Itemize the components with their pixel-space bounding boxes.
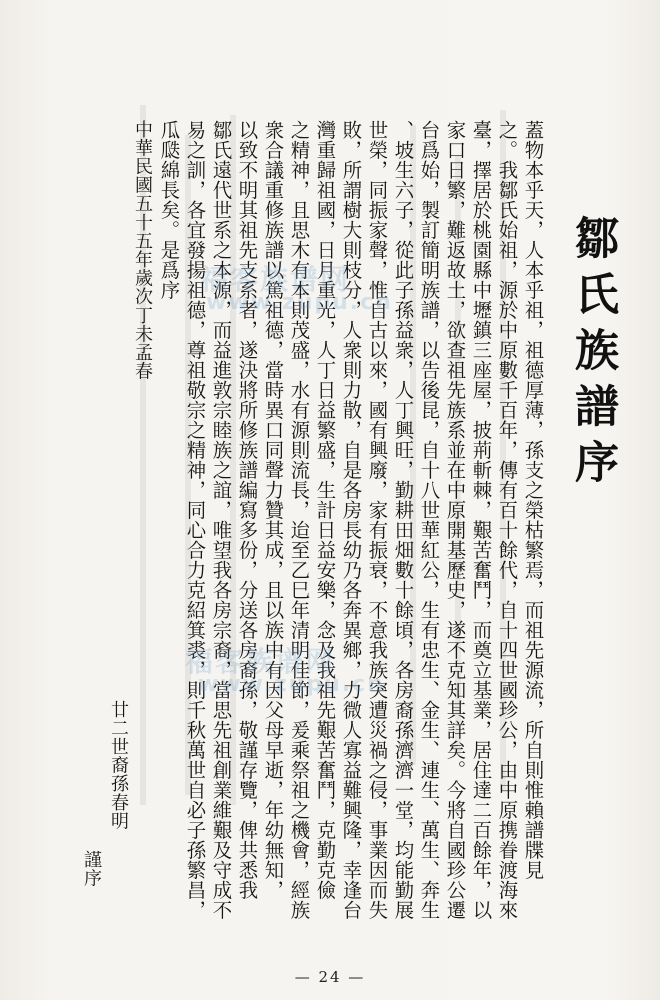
- body-column-6: 、坡生六子，從此子孫益衆，人丁興旺，勤耕田畑數十餘頃，各房裔孫濟濟一堂，均能勤展: [391, 120, 415, 920]
- body-column-1: 蓋物本乎天，人本乎祖，祖德厚薄，孫支之榮枯繁焉，而祖先源流，所自則惟賴譜牒見: [521, 120, 545, 880]
- watermark-name-top: 福客族谱网: [200, 263, 351, 296]
- author-line: 廿二世裔孫春明: [108, 700, 129, 831]
- closing-text: 謹序: [81, 850, 102, 888]
- watermark-url-top: www.zupu.cn: [206, 290, 393, 315]
- body-column-2: 之。我鄒氏始祖，源於中原數千百年，傳有百十餘代，自十四世國珍公，由中原携眷渡海來: [495, 120, 519, 920]
- body-column-13: 鄒氏遠代世系之本源，而益進敦宗睦族之誼，唯望我各房宗裔，當思先祖創業維艱及守成不: [209, 120, 233, 920]
- document-title: 鄒氏族譜序: [567, 215, 618, 495]
- body-column-8: 敗，所謂樹大則枝分，人衆則力散，自是各房長幼乃各奔異鄉，力微人寡益難興隆，幸逢台: [339, 120, 363, 920]
- body-column-4: 家口日繁，難返故土，欲查祖先族系並在中原開基歷史，遂不克知其詳矣。今將自國珍公遷: [443, 120, 467, 920]
- body-column-11: 衆合議重修族譜以篤祖德，當時異口同聲力贊其成，且以族中有因父母早逝，年幼無知，: [261, 120, 285, 900]
- page-number: — 24 —: [294, 968, 366, 986]
- body-column-3: 臺，擇居於桃園縣中壢鎮三座屋，披荊斬棘，艱苦奮鬥，而奠立基業，居住達二百餘年，以: [469, 120, 493, 920]
- body-column-15: 瓜瓞綿長矣。是爲序: [157, 120, 181, 300]
- body-column-12: 以致不明其祖先支系者，遂決將所修族譜編寫多份，分送各房裔孫，敬謹存覽，俾共悉我: [235, 120, 259, 900]
- body-column-5: 台爲始，製訂簡明族譜，以告後昆，自十八世華紅公，生有忠生、金生、連生、萬生、奔生: [417, 120, 441, 920]
- body-column-10: 之精神，且思木有本則茂盛，水有源則流長，迨至乙巳年清明佳節，爰乘祭祖之機會，經族: [287, 120, 311, 920]
- watermark-url-bottom: www.zupu.cn: [198, 672, 385, 697]
- body-column-9: 灣重歸祖國，日月重光，人丁日益繁盛，生計日益安樂，念及我祖先艱苦奮鬥，克勤克儉: [313, 120, 337, 900]
- body-column-7: 世榮，同振家聲，惟自古以來，國有興廢，家有振衰，不意我族突遭災禍之侵，事業因而失: [365, 120, 389, 920]
- body-column-14: 易之訓，各宜發揚祖德，尊祖敬宗之精神，同心合力克紹箕裘，則千秋萬世自必子孫繁昌，: [183, 120, 207, 920]
- watermark-name-bottom: 福客族谱网: [185, 645, 336, 678]
- date-line: 中華民國五十五年歲次丁未孟春: [132, 120, 153, 381]
